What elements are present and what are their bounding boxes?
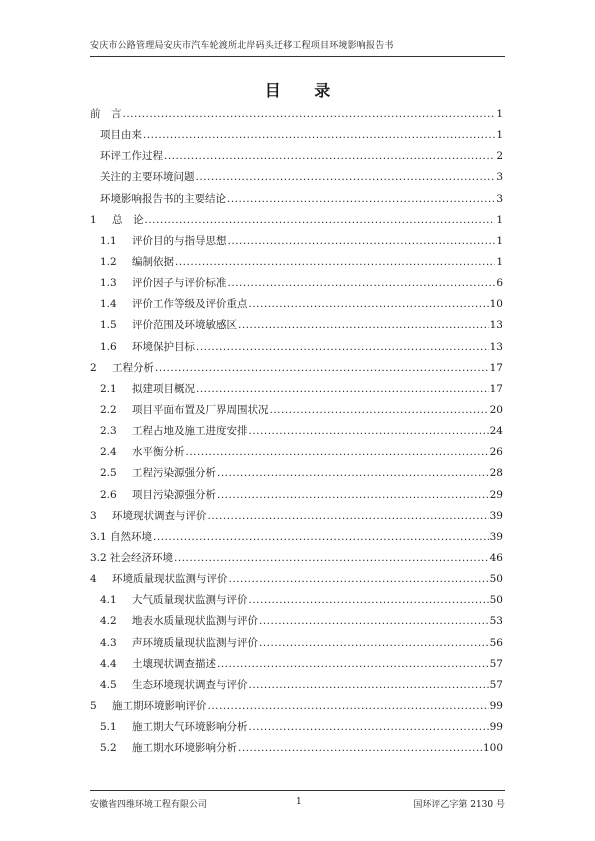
- toc-entry[interactable]: [90, 189, 503, 210]
- toc-entry-number: 1.6: [100, 340, 117, 353]
- toc-entry-page: 99: [489, 699, 503, 712]
- toc-entry-label: 地表水质量现状监测与评价: [132, 615, 258, 628]
- toc-dot-leader: [217, 654, 489, 675]
- toc-entry[interactable]: [90, 358, 503, 379]
- toc-entry[interactable]: [90, 654, 503, 675]
- toc-entry[interactable]: [90, 696, 503, 717]
- toc-entry[interactable]: [90, 463, 503, 484]
- toc-entry-page: 50: [489, 594, 503, 607]
- toc-entry[interactable]: [90, 252, 503, 273]
- toc-dot-leader: [196, 167, 496, 188]
- header-divider: [90, 56, 505, 57]
- toc-entry-number: 5.1: [100, 721, 117, 734]
- toc-entry-label: 水平衡分析: [132, 446, 185, 459]
- toc-dot-leader: [155, 358, 489, 379]
- toc-dot-leader: [228, 231, 496, 252]
- toc-entry-label: 评价因子与评价标准: [132, 277, 227, 290]
- toc-dot-leader: [186, 442, 489, 463]
- table-of-contents: [90, 104, 503, 759]
- toc-entry-page: 39: [489, 530, 503, 543]
- toc-entry[interactable]: [90, 569, 503, 590]
- toc-entry-page: 17: [489, 382, 503, 395]
- toc-entry-label: 环境现状调查与评价: [112, 509, 207, 522]
- toc-entry-number: 2.6: [100, 488, 117, 501]
- toc-entry-label: 环境保护目标: [132, 340, 195, 353]
- toc-dot-leader: [270, 400, 489, 421]
- toc-entry-number: 2: [90, 361, 97, 374]
- toc-dot-leader: [175, 252, 495, 273]
- toc-dot-leader: [249, 294, 489, 315]
- toc-entry-label: 评价目的与指导思想: [132, 234, 227, 247]
- toc-entry[interactable]: [90, 506, 503, 527]
- toc-entry-page: 46: [489, 551, 503, 564]
- toc-entry[interactable]: [90, 379, 503, 400]
- toc-entry-number: 2.3: [100, 425, 117, 438]
- toc-entry-number: 4.3: [100, 636, 117, 649]
- toc-entry[interactable]: [90, 337, 503, 358]
- toc-entry-label: 工程污染源强分析: [132, 467, 216, 480]
- toc-entry[interactable]: [90, 590, 503, 611]
- toc-dot-leader: [229, 569, 489, 590]
- toc-entry-label: 环境影响报告书的主要结论: [100, 192, 226, 205]
- toc-entry-number: 1.1: [100, 234, 117, 247]
- toc-entry[interactable]: [90, 527, 503, 548]
- toc-entry-label: 项目污染源强分析: [132, 488, 216, 501]
- toc-entry-number: 4: [90, 573, 97, 586]
- toc-dot-leader: [249, 421, 489, 442]
- toc-entry-label: 环境质量现状监测与评价: [112, 573, 228, 586]
- toc-dot-leader: [208, 506, 489, 527]
- toc-entry-page: 100: [482, 742, 503, 755]
- toc-entry-number: 2.2: [100, 403, 117, 416]
- toc-entry[interactable]: [90, 125, 503, 146]
- toc-dot-leader: [153, 527, 489, 548]
- toc-entry[interactable]: [90, 633, 503, 654]
- toc-dot-leader: [217, 485, 489, 506]
- toc-entry[interactable]: [90, 104, 503, 125]
- toc-entry[interactable]: [90, 146, 503, 167]
- toc-entry-label: 评价范围及环境敏感区: [132, 319, 237, 332]
- toc-entry[interactable]: [90, 485, 503, 506]
- toc-dot-leader: [249, 675, 489, 696]
- toc-dot-leader: [227, 189, 495, 210]
- toc-entry-page: 17: [489, 361, 503, 374]
- toc-entry-number: 4.1: [100, 594, 117, 607]
- toc-dot-leader: [238, 315, 489, 336]
- toc-dot-leader: [217, 463, 489, 484]
- toc-entry-label: 3.1 自然环境: [90, 530, 153, 543]
- toc-dot-leader: [143, 125, 495, 146]
- toc-entry-page: 99: [489, 721, 503, 734]
- toc-entry-page: 1: [496, 234, 503, 247]
- toc-entry-label: 评价工作等级及评价重点: [132, 298, 248, 311]
- toc-entry-page: 57: [489, 657, 503, 670]
- toc-entry-number: 1: [90, 213, 97, 226]
- toc-entry-label: 生态环境现状调查与评价: [132, 678, 248, 691]
- toc-entry-page: 24: [489, 425, 503, 438]
- toc-entry-page: 1: [496, 255, 503, 268]
- toc-dot-leader: [259, 611, 489, 632]
- toc-entry-page: 29: [489, 488, 503, 501]
- toc-entry[interactable]: [90, 231, 503, 252]
- toc-entry[interactable]: [90, 442, 503, 463]
- toc-entry-page: 1: [496, 213, 503, 226]
- toc-entry[interactable]: [90, 400, 503, 421]
- toc-entry-label: 3.2 社会经济环境: [90, 551, 174, 564]
- footer-divider: [90, 790, 505, 791]
- toc-entry-label: 环评工作过程: [100, 150, 163, 163]
- footer-company: 安徽省四维环境工程有限公司: [90, 800, 208, 810]
- toc-entry-label: 项目平面布置及厂界周围状况: [132, 403, 269, 416]
- toc-dot-leader: [238, 738, 482, 759]
- toc-dot-leader: [259, 633, 489, 654]
- toc-dot-leader: [196, 379, 489, 400]
- toc-entry-page: 50: [489, 573, 503, 586]
- toc-dot-leader: [249, 717, 489, 738]
- toc-entry-number: 4.4: [100, 657, 117, 670]
- toc-entry-label: 施工期水环境影响分析: [132, 742, 237, 755]
- toc-entry-page: 53: [489, 615, 503, 628]
- toc-entry-page: 39: [489, 509, 503, 522]
- toc-entry[interactable]: [90, 717, 503, 738]
- toc-entry-page: 26: [489, 446, 503, 459]
- toc-entry-number: 1.2: [100, 255, 117, 268]
- toc-entry-number: 2.4: [100, 446, 117, 459]
- toc-entry[interactable]: [90, 675, 503, 696]
- toc-dot-leader: [208, 696, 489, 717]
- page-header: 安庆市公路管理局安庆市汽车轮渡所北岸码头迁移工程项目环境影响报告书: [90, 41, 394, 51]
- toc-entry-label: 关注的主要环境问题: [100, 171, 195, 184]
- toc-entry-page: 1: [496, 108, 503, 120]
- toc-entry[interactable]: [90, 273, 503, 294]
- toc-entry-label: 工程分析: [112, 361, 154, 374]
- toc-entry-number: 5: [90, 699, 97, 712]
- toc-entry[interactable]: [90, 210, 503, 231]
- toc-entry[interactable]: [90, 294, 503, 315]
- toc-entry-label: 拟建项目概况: [132, 382, 195, 395]
- toc-dot-leader: [145, 210, 496, 231]
- toc-entry-page: 13: [489, 340, 503, 353]
- toc-dot-leader: [228, 273, 496, 294]
- toc-entry-page: 56: [489, 636, 503, 649]
- toc-entry-page: 3: [496, 192, 503, 205]
- toc-entry-label: 声环境质量现状监测与评价: [132, 636, 258, 649]
- footer-license: 国环评乙字第 2130 号: [413, 800, 505, 810]
- toc-dot-leader: [174, 548, 489, 569]
- toc-entry[interactable]: [90, 167, 503, 188]
- toc-entry-label: 前 言: [90, 108, 122, 120]
- toc-dot-leader: [249, 590, 489, 611]
- toc-entry-number: 4.2: [100, 615, 117, 628]
- toc-entry-label: 总 论: [112, 213, 144, 226]
- toc-entry[interactable]: [90, 315, 503, 336]
- page-title: 目 录: [264, 81, 345, 100]
- toc-entry-number: 1.5: [100, 319, 117, 332]
- toc-entry-label: 施工期大气环境影响分析: [132, 721, 248, 734]
- toc-entry-number: 2.5: [100, 467, 117, 480]
- toc-dot-leader: [164, 146, 495, 167]
- toc-entry-label: 编制依据: [132, 255, 174, 268]
- footer-page-number: 1: [296, 797, 302, 807]
- toc-entry-label: 施工期环境影响评价: [112, 699, 207, 712]
- toc-entry-page: 13: [489, 319, 503, 332]
- toc-dot-leader: [123, 104, 496, 125]
- toc-entry-number: 1.3: [100, 277, 117, 290]
- toc-entry-page: 10: [489, 298, 503, 311]
- toc-entry-number: 2.1: [100, 382, 117, 395]
- toc-entry-label: 工程占地及施工进度安排: [132, 425, 248, 438]
- toc-entry[interactable]: [90, 548, 503, 569]
- toc-entry-page: 3: [496, 171, 503, 184]
- toc-entry-number: 5.2: [100, 742, 117, 755]
- toc-entry-page: 57: [489, 678, 503, 691]
- toc-entry-page: 2: [496, 150, 503, 163]
- toc-entry-number: 3: [90, 509, 97, 522]
- toc-entry-number: 4.5: [100, 678, 117, 691]
- toc-entry[interactable]: [90, 421, 503, 442]
- toc-entry[interactable]: [90, 611, 503, 632]
- toc-entry-page: 20: [489, 403, 503, 416]
- toc-entry-label: 大气质量现状监测与评价: [132, 594, 248, 607]
- toc-entry[interactable]: [90, 738, 503, 759]
- toc-entry-page: 28: [489, 467, 503, 480]
- toc-entry-label: 项目由来: [100, 129, 142, 142]
- toc-entry-label: 土壤现状调查描述: [132, 657, 216, 670]
- toc-entry-page: 6: [496, 277, 503, 290]
- toc-entry-number: 1.4: [100, 298, 117, 311]
- toc-dot-leader: [196, 337, 489, 358]
- toc-entry-page: 1: [496, 129, 503, 142]
